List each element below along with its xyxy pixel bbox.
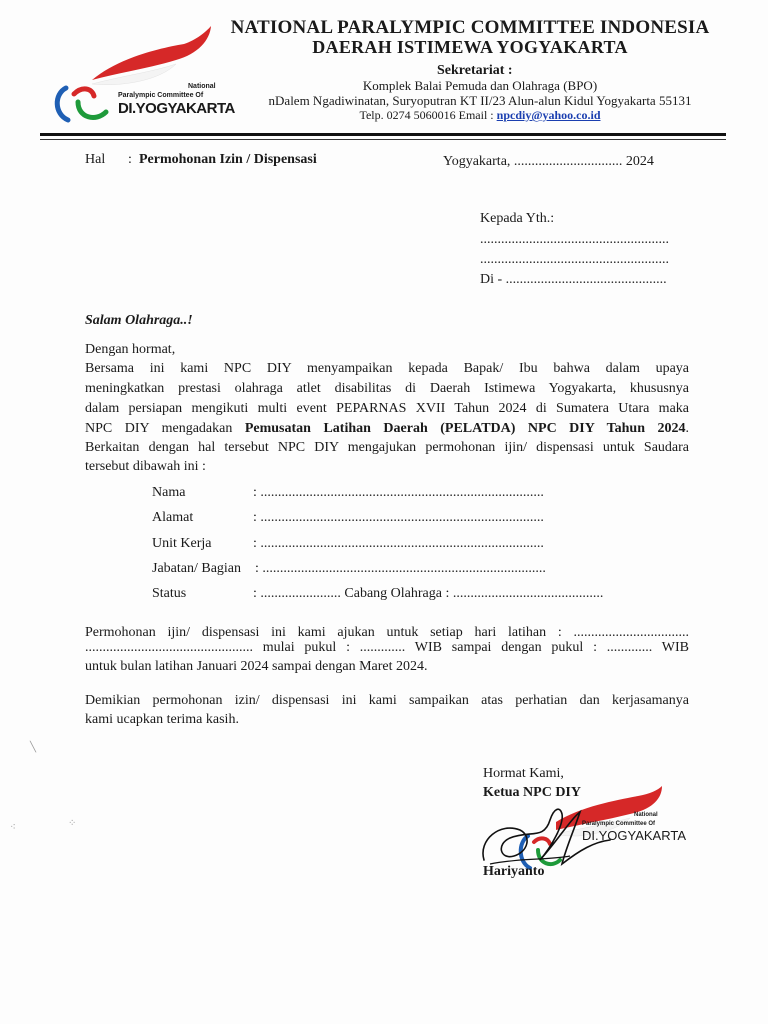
recipient-heading: Kepada Yth.: [480,211,555,226]
jabatan-field: : ................................................................................. [255,561,546,576]
status-field: : ....................... Cabang Olahraga : ........................................... [253,586,604,601]
org-region: DAERAH ISTIMEWA YOGYAKARTA [312,37,628,57]
alamat-label: Alamat [152,510,194,525]
address-line-1: Komplek Balai Pemuda dan Olahraga (BPO) [362,78,598,93]
subject-label: Hal [85,152,106,167]
letterhead-divider [40,133,726,136]
unit-kerja-field: : ................................................................................. [253,536,544,551]
recipient-line-1: ...................................................... [480,232,669,247]
signer-name: Hariyanto [483,864,545,879]
logo-text-region: DI.YOGYAKARTA [118,100,235,117]
stamp-text-region: DI.YOGYAKARTA [582,828,687,843]
para1-line-2: meningkatkan prestasi olahraga atlet disabilitas di Daerah Istimewa Yogyakarta, khususnya [85,381,689,396]
secretariat-label: Sekretariat : [437,63,513,78]
para1-line-4-post: . [685,421,689,436]
recipient-line-3: Di - .............................................. [480,272,667,287]
signer-title: Ketua NPC DIY [483,785,581,800]
nama-field: : ................................................................................. [253,485,544,500]
logo-text-committee: Paralympic Committee Of [118,92,204,99]
para1-line-1: Bersama ini kami NPC DIY menyampaikan kepada Bapak/ Ibu bahwa dalam upaya [85,361,689,376]
para3-line-2: kami ucapkan terima kasih. [85,712,239,727]
npc-logo [48,22,235,124]
contact-line [230,108,730,123]
logo-text-national: National [188,83,216,90]
nama-label: Nama [152,485,186,500]
address-line-2: nDalem Ngadiwinatan, Suryoputran KT II/23 Alun-alun Kidul Yogyakarta 55131 [268,93,692,108]
para2-line-1: Permohonan ijin/ dispensasi ini kami ajukan untuk setiap hari latihan : ................................. [85,625,689,640]
alamat-field: : ................................................................................. [253,510,544,525]
para2-line-3: untuk bulan latihan Januari 2024 sampai dengan Maret 2024. [85,659,428,674]
para1-line-5: Berkaitan dengan hal tersebut NPC DIY mengajukan permohonan ijin/ dispensasi untuk Saudara [85,440,689,455]
subject-colon: : [128,152,132,167]
scan-speck: ╲ [30,742,37,753]
scan-speck: ⁖ [10,822,16,833]
para1-line-3: dalam persiapan mengikuti multi event PEPARNAS XVII Tahun 2024 di Sumatera Utara maka [85,401,689,416]
stamp-text-committee: Paralympic Committee Of [582,821,656,827]
para1-line-4 [85,421,689,437]
subject-value: Permohonan Izin / Dispensasi [139,152,317,167]
greeting: Dengan hormat, [85,342,176,357]
place-date: Yogyakarta, ............................... 2024 [443,154,654,169]
closing: Hormat Kami, [483,766,564,781]
letterhead-divider-thin [40,139,726,140]
para2-line-2: ................................................ mulai pukul : ............. WIB sampai dengan pukul : ............. WIB [85,640,689,655]
event-name: Pemusatan Latihan Daerah (PELATDA) NPC DIY Tahun 2024 [244,421,686,436]
salutation: Salam Olahraga..! [85,313,193,328]
unit-kerja-label: Unit Kerja [152,536,212,551]
status-label: Status [152,586,187,601]
para1-line-4-pre: NPC DIY mengadakan [85,421,245,436]
contact-prefix: Telp. 0274 5060016 Email : [359,108,497,122]
email-link[interactable]: npcdiy@yahoo.co.id [496,108,601,122]
para1-line-6: tersebut dibawah ini : [85,459,206,474]
recipient-line-2: ...................................................... [480,252,669,267]
org-name: NATIONAL PARALYMPIC COMMITTEE INDONESIA [230,17,710,38]
jabatan-label: Jabatan/ Bagian [152,561,242,576]
stamp-text-national: National [634,812,658,818]
scan-speck: ⁘ [68,818,77,829]
para3-line-1: Demikian permohonan izin/ dispensasi ini kami sampaikan atas perhatian dan kerjasamanya [85,693,689,708]
